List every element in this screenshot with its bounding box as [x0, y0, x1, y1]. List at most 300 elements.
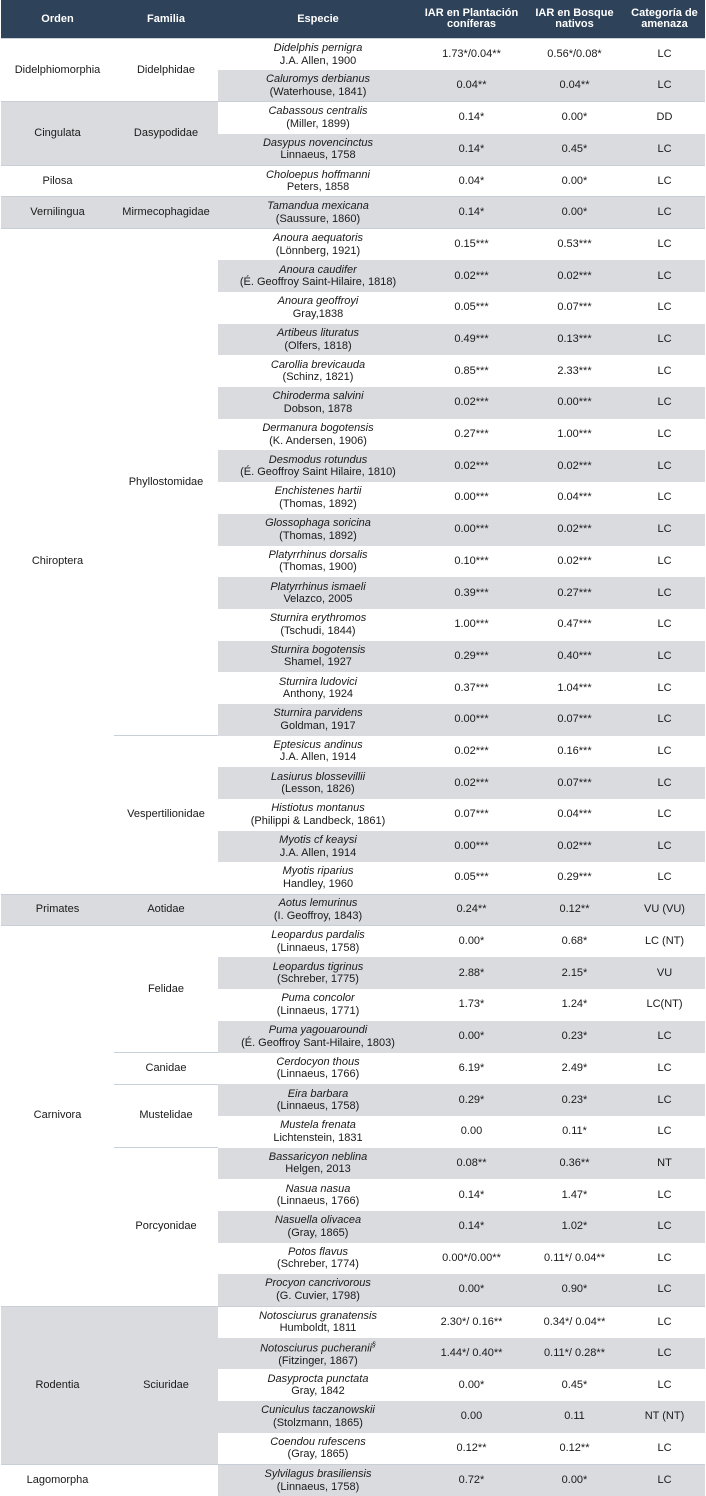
especie-cell: [218, 1433, 418, 1465]
scientific-name: [220, 232, 416, 245]
author-citation: (Linnaeus, 1758): [220, 942, 416, 955]
scientific-name: [220, 1246, 416, 1259]
scientific-name-text: Platyrrhinus ismaeli: [270, 581, 365, 593]
author-citation: Shamel, 1927: [220, 656, 416, 669]
scientific-name-text: Sylvilagus brasiliensis: [265, 1468, 372, 1480]
scientific-name-text: Anoura caudifer: [279, 264, 357, 276]
especie-cell: [218, 1021, 418, 1053]
categoria-cell: LC: [624, 1306, 705, 1338]
footnote-mark: §: [372, 1342, 376, 1349]
iar-plantacion-cell: 2.30*/ 0.16**: [418, 1306, 525, 1338]
iar-bosque-cell: 2.49*: [525, 1053, 624, 1085]
author-citation: (É. Geoffroy Saint-Hilaire, 1818): [220, 276, 416, 289]
author-citation: Humboldt, 1811: [220, 1322, 416, 1335]
scientific-name: [220, 929, 416, 942]
author-citation: Gray, 1842: [220, 1385, 416, 1398]
categoria-cell: LC: [624, 767, 705, 799]
scientific-name-text: Dasypus novencinctus: [263, 137, 373, 149]
scientific-name-text: Dasyprocta punctata: [268, 1373, 369, 1385]
familia-cell: Mirmecophagidae: [114, 197, 218, 229]
author-citation: Goldman, 1917: [220, 720, 416, 733]
iar-bosque-cell: 0.11*/ 0.04**: [525, 1243, 624, 1275]
scientific-name: [220, 1119, 416, 1132]
scientific-name: [220, 200, 416, 213]
especie-cell: [218, 102, 418, 134]
orden-cell: Cingulata: [1, 102, 114, 165]
iar-bosque-cell: 0.11*: [525, 1116, 624, 1148]
author-citation: (Waterhouse, 1841): [220, 86, 416, 99]
iar-bosque-cell: 0.11*/ 0.28**: [525, 1338, 624, 1370]
familia-cell: Sciuridae: [114, 1306, 218, 1464]
especie-cell: [218, 862, 418, 894]
scientific-name: [220, 517, 416, 530]
iar-bosque-cell: 0.02***: [525, 546, 624, 578]
scientific-name: [220, 1088, 416, 1101]
iar-plantacion-cell: 0.39***: [418, 577, 525, 609]
table-row: [1, 102, 705, 134]
scientific-name: [220, 1340, 416, 1355]
header-familia: Familia: [114, 0, 218, 39]
scientific-name: [220, 897, 416, 910]
author-citation: Handley, 1960: [220, 878, 416, 891]
scientific-name: [220, 264, 416, 277]
scientific-name-text: Nasua nasua: [286, 1183, 351, 1195]
iar-plantacion-cell: 0.14*: [418, 102, 525, 134]
categoria-cell: LC: [624, 39, 705, 71]
especie-cell: [218, 355, 418, 387]
scientific-name: [220, 676, 416, 689]
iar-plantacion-cell: 0.00*: [418, 1021, 525, 1053]
scientific-name-text: Notosciurus pucheranii: [260, 1342, 372, 1354]
especie-cell: [218, 134, 418, 166]
iar-plantacion-cell: 0.00***: [418, 482, 525, 514]
especie-cell: [218, 292, 418, 324]
scientific-name: [220, 581, 416, 594]
scientific-name: [220, 1183, 416, 1196]
scientific-name: [220, 1404, 416, 1417]
categoria-cell: LC: [624, 1116, 705, 1148]
author-citation: Lichtenstein, 1831: [220, 1132, 416, 1145]
iar-plantacion-cell: 0.00***: [418, 831, 525, 863]
especie-cell: [218, 70, 418, 102]
iar-plantacion-cell: 0.00*: [418, 1274, 525, 1306]
iar-plantacion-cell: 0.00*/0.00**: [418, 1243, 525, 1275]
categoria-cell: LC: [624, 482, 705, 514]
scientific-name: [220, 454, 416, 467]
scientific-name-text: Puma concolor: [281, 992, 354, 1004]
categoria-cell: LC: [624, 672, 705, 704]
especie-cell: [218, 197, 418, 229]
table-header: [1, 0, 705, 39]
scientific-name: [220, 169, 416, 182]
scientific-name-text: Enchistenes hartii: [275, 485, 362, 497]
author-citation: (Stolzmann, 1865): [220, 1417, 416, 1430]
author-citation: (Thomas, 1892): [220, 498, 416, 511]
iar-plantacion-cell: 0.14*: [418, 1211, 525, 1243]
scientific-name: [220, 390, 416, 403]
iar-plantacion-cell: 1.44*/ 0.40**: [418, 1338, 525, 1370]
scientific-name: [220, 802, 416, 815]
categoria-cell: LC(NT): [624, 989, 705, 1021]
scientific-name: [220, 1214, 416, 1227]
especie-cell: [218, 1274, 418, 1306]
author-citation: (Lesson, 1826): [220, 783, 416, 796]
especie-cell: [218, 704, 418, 736]
scientific-name-text: Potos flavus: [288, 1246, 348, 1258]
author-citation: (Gray, 1865): [220, 1227, 416, 1240]
iar-bosque-cell: 0.13***: [525, 324, 624, 356]
iar-plantacion-cell: 0.00***: [418, 704, 525, 736]
especie-cell: [218, 1464, 418, 1496]
iar-bosque-cell: 0.68*: [525, 926, 624, 958]
iar-bosque-cell: 0.40***: [525, 641, 624, 673]
scientific-name-text: Chiroderma salvini: [272, 390, 363, 402]
iar-plantacion-cell: 0.12**: [418, 1433, 525, 1465]
author-citation: (Philippi & Landbeck, 1861): [220, 815, 416, 828]
scientific-name-text: Anoura geoffroyi: [278, 295, 359, 307]
scientific-name-text: Histiotus montanus: [271, 802, 365, 814]
scientific-name-text: Sturnira bogotensis: [271, 644, 366, 656]
iar-bosque-cell: 0.00*: [525, 1464, 624, 1496]
scientific-name-text: Leopardus pardalis: [271, 929, 365, 941]
scientific-name: [220, 485, 416, 498]
header-orden: Orden: [1, 0, 114, 39]
iar-plantacion-cell: 0.14*: [418, 1179, 525, 1211]
orden-cell: Rodentia: [1, 1306, 114, 1464]
scientific-name: [220, 707, 416, 720]
author-citation: (Tschudi, 1844): [220, 625, 416, 638]
iar-plantacion-cell: 0.00*: [418, 926, 525, 958]
iar-bosque-cell: 0.04***: [525, 482, 624, 514]
author-citation: (Linnaeus, 1758): [220, 1481, 416, 1494]
categoria-cell: LC: [624, 546, 705, 578]
iar-plantacion-cell: 0.00: [418, 1116, 525, 1148]
iar-bosque-cell: 0.45*: [525, 1369, 624, 1401]
author-citation: (I. Geoffroy, 1843): [220, 910, 416, 923]
scientific-name: [220, 865, 416, 878]
scientific-name: [220, 549, 416, 562]
scientific-name-text: Sturnira parvidens: [273, 707, 362, 719]
orden-cell: Chiroptera: [1, 229, 114, 894]
scientific-name: [220, 992, 416, 1005]
categoria-cell: LC: [624, 292, 705, 324]
scientific-name-text: Choloepus hoffmanni: [266, 169, 370, 181]
scientific-name-text: Notosciurus granatensis: [259, 1310, 377, 1322]
author-citation: (Olfers, 1818): [220, 340, 416, 353]
especie-cell: [218, 1084, 418, 1116]
table-row: [1, 229, 705, 261]
especie-cell: [218, 450, 418, 482]
scientific-name: [220, 771, 416, 784]
orden-cell: Primates: [1, 894, 114, 926]
scientific-name-text: Desmodus rotundus: [269, 454, 367, 466]
scientific-name-text: Lasiurus blossevillii: [271, 771, 365, 783]
author-citation: (K. Andersen, 1906): [220, 435, 416, 448]
especie-cell: [218, 799, 418, 831]
author-citation: Helgen, 2013: [220, 1163, 416, 1176]
scientific-name-text: Bassaricyon neblina: [269, 1151, 367, 1163]
categoria-cell: LC: [624, 704, 705, 736]
scientific-name: [220, 1468, 416, 1481]
species-table: [1, 0, 705, 1496]
especie-cell: [218, 482, 418, 514]
iar-plantacion-cell: 0.04**: [418, 70, 525, 102]
categoria-cell: LC: [624, 165, 705, 197]
iar-bosque-cell: 0.23*: [525, 1084, 624, 1116]
iar-bosque-cell: 2.33***: [525, 355, 624, 387]
categoria-cell: LC: [624, 799, 705, 831]
scientific-name: [220, 961, 416, 974]
orden-cell: Didelphiomorphia: [1, 39, 114, 102]
categoria-cell: NT (NT): [624, 1401, 705, 1433]
table-row: [1, 197, 705, 229]
especie-cell: [218, 1053, 418, 1085]
author-citation: Dobson, 1878: [220, 403, 416, 416]
scientific-name-text: Puma yagouaroundi: [269, 1024, 367, 1036]
iar-plantacion-cell: 0.14*: [418, 197, 525, 229]
iar-bosque-cell: 1.02*: [525, 1211, 624, 1243]
categoria-cell: LC: [624, 1084, 705, 1116]
iar-bosque-cell: 0.27***: [525, 577, 624, 609]
categoria-cell: LC (NT): [624, 926, 705, 958]
iar-bosque-cell: 0.16***: [525, 736, 624, 768]
especie-cell: [218, 324, 418, 356]
categoria-cell: LC: [624, 1464, 705, 1496]
scientific-name: [220, 105, 416, 118]
categoria-cell: LC: [624, 134, 705, 166]
orden-cell: Vernilingua: [1, 197, 114, 229]
scientific-name-text: Mustela frenata: [280, 1119, 356, 1131]
iar-bosque-cell: 0.53***: [525, 229, 624, 261]
author-citation: (Schreber, 1775): [220, 973, 416, 986]
scientific-name-text: Myotis riparius: [283, 865, 354, 877]
scientific-name-text: Didelphis pernigra: [274, 42, 363, 54]
especie-cell: [218, 39, 418, 71]
categoria-cell: LC: [624, 862, 705, 894]
author-citation: (É. Geoffroy Sant-Hilaire, 1803): [220, 1037, 416, 1050]
categoria-cell: LC: [624, 736, 705, 768]
especie-cell: [218, 1369, 418, 1401]
iar-bosque-cell: 0.07***: [525, 292, 624, 324]
scientific-name: [220, 612, 416, 625]
iar-bosque-cell: 0.36**: [525, 1148, 624, 1180]
author-citation: (Gray, 1865): [220, 1448, 416, 1461]
scientific-name: [220, 1056, 416, 1069]
categoria-cell: LC: [624, 197, 705, 229]
categoria-cell: LC: [624, 387, 705, 419]
scientific-name: [220, 834, 416, 847]
especie-cell: [218, 1306, 418, 1338]
categoria-cell: NT: [624, 1148, 705, 1180]
author-citation: Gray,1838: [220, 308, 416, 321]
table-row: [1, 165, 705, 197]
familia-cell: Didelphidae: [114, 39, 218, 102]
categoria-cell: LC: [624, 419, 705, 451]
iar-bosque-cell: 0.29***: [525, 862, 624, 894]
especie-cell: [218, 989, 418, 1021]
especie-cell: [218, 387, 418, 419]
iar-bosque-cell: 0.56*/0.08*: [525, 39, 624, 71]
iar-plantacion-cell: 0.04*: [418, 165, 525, 197]
familia-cell: Vespertilionidae: [114, 736, 218, 894]
especie-cell: [218, 641, 418, 673]
iar-bosque-cell: 0.34*/ 0.04**: [525, 1306, 624, 1338]
header-iar-bosque: IAR en Bosque nativos: [525, 0, 624, 39]
scientific-name: [220, 1310, 416, 1323]
iar-plantacion-cell: 0.02***: [418, 260, 525, 292]
especie-cell: [218, 419, 418, 451]
author-citation: (Linnaeus, 1766): [220, 1068, 416, 1081]
iar-plantacion-cell: 0.02***: [418, 387, 525, 419]
categoria-cell: VU (VU): [624, 894, 705, 926]
iar-bosque-cell: 0.90*: [525, 1274, 624, 1306]
familia-cell: Dasypodidae: [114, 102, 218, 165]
categoria-cell: LC: [624, 514, 705, 546]
scientific-name: [220, 137, 416, 150]
categoria-cell: DD: [624, 102, 705, 134]
scientific-name-text: Aotus lemurinus: [279, 897, 358, 909]
author-citation: (Linnaeus, 1771): [220, 1005, 416, 1018]
scientific-name: [220, 42, 416, 55]
categoria-cell: LC: [624, 641, 705, 673]
categoria-cell: LC: [624, 260, 705, 292]
author-citation: Linnaeus, 1758: [220, 149, 416, 162]
iar-plantacion-cell: 0.00: [418, 1401, 525, 1433]
author-citation: Peters, 1858: [220, 181, 416, 194]
iar-bosque-cell: 1.47*: [525, 1179, 624, 1211]
author-citation: J.A. Allen, 1900: [220, 55, 416, 68]
especie-cell: [218, 1179, 418, 1211]
scientific-name-text: Carollia brevicauda: [271, 359, 365, 371]
iar-bosque-cell: 1.00***: [525, 419, 624, 451]
scientific-name-text: Cerdocyon thous: [276, 1056, 359, 1068]
iar-bosque-cell: 0.02***: [525, 514, 624, 546]
categoria-cell: LC: [624, 1433, 705, 1465]
iar-plantacion-cell: 0.24**: [418, 894, 525, 926]
table-body: [1, 39, 705, 1496]
categoria-cell: LC: [624, 1211, 705, 1243]
categoria-cell: LC: [624, 1338, 705, 1370]
categoria-cell: LC: [624, 609, 705, 641]
especie-cell: [218, 1338, 418, 1370]
scientific-name: [220, 1277, 416, 1290]
scientific-name: [220, 644, 416, 657]
author-citation: (Saussure, 1860): [220, 213, 416, 226]
familia-cell: Mustelidae: [114, 1084, 218, 1147]
especie-cell: [218, 1148, 418, 1180]
scientific-name: [220, 359, 416, 372]
table-row: [1, 926, 705, 958]
scientific-name-text: Myotis cf keaysi: [279, 834, 357, 846]
scientific-name-text: Nasuella olivacea: [275, 1214, 361, 1226]
scientific-name-text: Leopardus tigrinus: [273, 961, 364, 973]
iar-bosque-cell: 0.00***: [525, 387, 624, 419]
iar-bosque-cell: 0.11: [525, 1401, 624, 1433]
categoria-cell: LC: [624, 1274, 705, 1306]
scientific-name: [220, 739, 416, 752]
author-citation: J.A. Allen, 1914: [220, 847, 416, 860]
familia-cell: Canidae: [114, 1053, 218, 1085]
categoria-cell: LC: [624, 1021, 705, 1053]
especie-cell: [218, 1243, 418, 1275]
iar-plantacion-cell: 2.88*: [418, 957, 525, 989]
especie-cell: [218, 672, 418, 704]
scientific-name: [220, 422, 416, 435]
categoria-cell: LC: [624, 70, 705, 102]
author-citation: (Miller, 1899): [220, 118, 416, 131]
iar-plantacion-cell: 0.85***: [418, 355, 525, 387]
iar-plantacion-cell: 0.05***: [418, 292, 525, 324]
scientific-name-text: Artibeus lituratus: [277, 327, 359, 339]
scientific-name: [220, 1436, 416, 1449]
iar-plantacion-cell: 1.73*/0.04**: [418, 39, 525, 71]
orden-cell: Carnivora: [1, 926, 114, 1306]
iar-plantacion-cell: 0.29*: [418, 1084, 525, 1116]
categoria-cell: LC: [624, 1369, 705, 1401]
scientific-name: [220, 295, 416, 308]
author-citation: J.A. Allen, 1914: [220, 751, 416, 764]
scientific-name-text: Anoura aequatoris: [273, 232, 363, 244]
especie-cell: [218, 926, 418, 958]
author-citation: Anthony, 1924: [220, 688, 416, 701]
scientific-name: [220, 1151, 416, 1164]
iar-plantacion-cell: 0.02***: [418, 450, 525, 482]
iar-plantacion-cell: 0.29***: [418, 641, 525, 673]
iar-plantacion-cell: 0.49***: [418, 324, 525, 356]
header-iar-plantacion: IAR en Plantación coníferas: [418, 0, 525, 39]
author-citation: (G. Cuvier, 1798): [220, 1290, 416, 1303]
table-row: [1, 1306, 705, 1338]
author-citation: (Linnaeus, 1766): [220, 1195, 416, 1208]
iar-bosque-cell: 0.02***: [525, 260, 624, 292]
categoria-cell: LC: [624, 1179, 705, 1211]
iar-plantacion-cell: 0.27***: [418, 419, 525, 451]
familia-cell: Phyllostomidae: [114, 229, 218, 736]
iar-bosque-cell: 0.04***: [525, 799, 624, 831]
scientific-name-text: Tamandua mexicana: [267, 200, 369, 212]
scientific-name: [220, 1373, 416, 1386]
author-citation: (Lönnberg, 1921): [220, 245, 416, 258]
especie-cell: [218, 609, 418, 641]
author-citation: Velazco, 2005: [220, 593, 416, 606]
iar-plantacion-cell: 0.00*: [418, 1369, 525, 1401]
table-row: [1, 39, 705, 71]
categoria-cell: LC: [624, 450, 705, 482]
scientific-name-text: Glossophaga soricina: [265, 517, 371, 529]
especie-cell: [218, 260, 418, 292]
iar-bosque-cell: 0.04**: [525, 70, 624, 102]
familia-cell: Porcyonidae: [114, 1148, 218, 1306]
iar-bosque-cell: 0.12**: [525, 1433, 624, 1465]
iar-bosque-cell: 0.00*: [525, 165, 624, 197]
author-citation: (É. Geoffroy Saint Hilaire, 1810): [220, 466, 416, 479]
iar-plantacion-cell: 0.72*: [418, 1464, 525, 1496]
author-citation: (Thomas, 1892): [220, 530, 416, 543]
especie-cell: [218, 514, 418, 546]
especie-cell: [218, 546, 418, 578]
table-row: [1, 894, 705, 926]
iar-plantacion-cell: 0.02***: [418, 736, 525, 768]
scientific-name-text: Cabassous centralis: [268, 105, 367, 117]
scientific-name-text: Platyrrhinus dorsalis: [268, 549, 367, 561]
especie-cell: [218, 165, 418, 197]
iar-bosque-cell: 0.45*: [525, 134, 624, 166]
familia-cell: [114, 165, 218, 197]
scientific-name-text: Coendou rufescens: [270, 1436, 365, 1448]
iar-plantacion-cell: 0.05***: [418, 862, 525, 894]
author-citation: (Thomas, 1900): [220, 561, 416, 574]
iar-bosque-cell: 0.12**: [525, 894, 624, 926]
